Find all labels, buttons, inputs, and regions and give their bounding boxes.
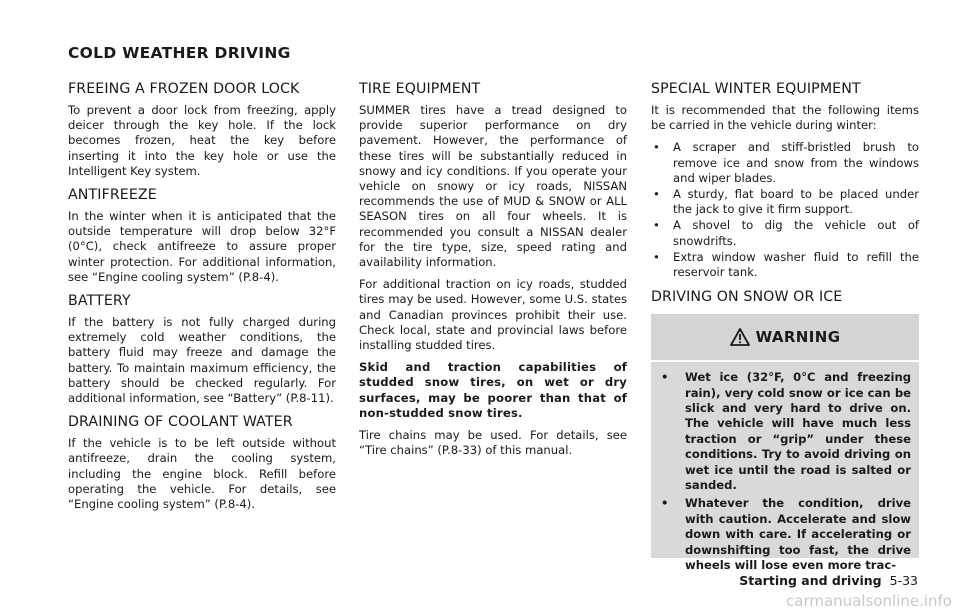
warning-title: WARNING — [755, 328, 841, 347]
paragraph-tire-chains: Tire chains may be used. For details, see “Tire chains” (P.8-33) of this manual. — [359, 428, 627, 458]
paragraph-battery: If the battery is not fully charged during extremely cold weather conditions, the battery fluid may freeze and damage the battery. To maintain maximum efficiency, the battery should be checked regularly. For additional information, see “Battery” (P.8-11). — [68, 315, 336, 406]
warning-header — [651, 314, 919, 362]
heading-antifreeze: ANTIFREEZE — [68, 187, 157, 204]
bullet: • — [653, 218, 660, 233]
column-middle — [359, 80, 627, 465]
warning-item-text: Whatever the condition, drive with caution. Accelerate and slow down with care. If accelerating or downshifting too fast, the drive wheels will lose even more trac- — [685, 496, 911, 573]
bullet: • — [661, 370, 669, 385]
heading-battery: BATTERY — [68, 293, 131, 310]
warning-body — [651, 362, 919, 573]
warning-item — [659, 496, 911, 573]
warning-item — [659, 370, 911, 493]
list-item — [651, 140, 919, 186]
paragraph-studded-tires: For additional traction on icy roads, studded tires may be used. However, some U.S. states and Canadian provinces prohibit their use. Check local, state and provincial laws before installing studded tires. — [359, 277, 627, 353]
list-item-text: A scraper and stiff-bristled brush to remove ice and snow from the windows and wiper blades. — [673, 140, 919, 185]
watermark: carmanualsonline.info — [786, 592, 952, 610]
footer-section-name: Starting and driving — [739, 573, 882, 588]
heading-tire-equipment: TIRE EQUIPMENT — [359, 81, 481, 97]
list-item — [651, 187, 919, 217]
footer-page-number: 5-33 — [889, 573, 918, 588]
column-right — [651, 80, 919, 573]
paragraph-summer-tires: SUMMER tires have a tread designed to provide superior performance on dry pavement. However, the performance of these tires will be substantially reduced in snowy and icy conditions. If you operate your vehicle on snowy or icy roads, NISSAN recommends the use of MUD & SNOW or ALL SEASON tires on all four wheels. It is recommended you consult a NISSAN dealer for the tire type, size, speed rating and availability information. — [359, 103, 627, 270]
list-item-text: A sturdy, flat board to be placed under the jack to give it firm support. — [673, 187, 919, 217]
bullet: • — [653, 249, 660, 264]
bullet: • — [653, 140, 660, 155]
list-item-text: Extra window washer fluid to refill the reservoir tank. — [673, 249, 919, 280]
warning-box — [651, 314, 919, 573]
paragraph-coolant: If the vehicle is to be left outside without antifreeze, drain the cooling system, including the engine block. Refill before operating the vehicle. For details, see “Engine cooling system” (P.8-4). — [68, 436, 336, 512]
page-title: COLD WEATHER DRIVING — [68, 44, 291, 62]
paragraph-door-lock: To prevent a door lock from freezing, apply deicer through the key hole. If the lock becomes frozen, heat the key before inserting it into the key hole or use the Intelligent Key system. — [68, 103, 336, 178]
warning-triangle-icon — [730, 328, 750, 346]
heading-door-lock: FREEING A FROZEN DOOR LOCK — [68, 81, 300, 97]
heading-special-winter: SPECIAL WINTER EQUIPMENT — [651, 81, 861, 97]
warning-item-text: Wet ice (32°F, 0°C and freezing rain), very cold snow or ice can be slick and very hard to drive on. The vehicle will have much less traction or “grip” under these conditions. Try to avoid driving on wet ice until the road is salted or sanded. — [685, 370, 911, 493]
paragraph-winter-intro: It is recommended that the following items be carried in the vehicle during winter: — [651, 103, 919, 133]
list-item-text: A shovel to dig the vehicle out of snowdrifts. — [673, 218, 919, 248]
paragraph-antifreeze: In the winter when it is anticipated that the outside temperature will drop below 32°F (0°C), check antifreeze to assure proper winter protection. For additional information, see “Engine cooling system” (P.8-4). — [68, 209, 336, 284]
bullet: • — [661, 496, 669, 511]
heading-driving-snow-ice: DRIVING ON SNOW OR ICE — [651, 289, 843, 306]
heading-coolant: DRAINING OF COOLANT WATER — [68, 414, 293, 431]
list-item — [651, 218, 919, 248]
column-left — [68, 80, 336, 519]
bullet: • — [653, 187, 660, 202]
list-item — [651, 250, 919, 280]
page-footer — [739, 573, 918, 588]
paragraph-skid-traction: Skid and traction capabilities of studded snow tires, on wet or dry surfaces, may be poorer than that of non-studded snow tires. — [359, 360, 627, 420]
winter-equipment-list — [651, 140, 919, 280]
